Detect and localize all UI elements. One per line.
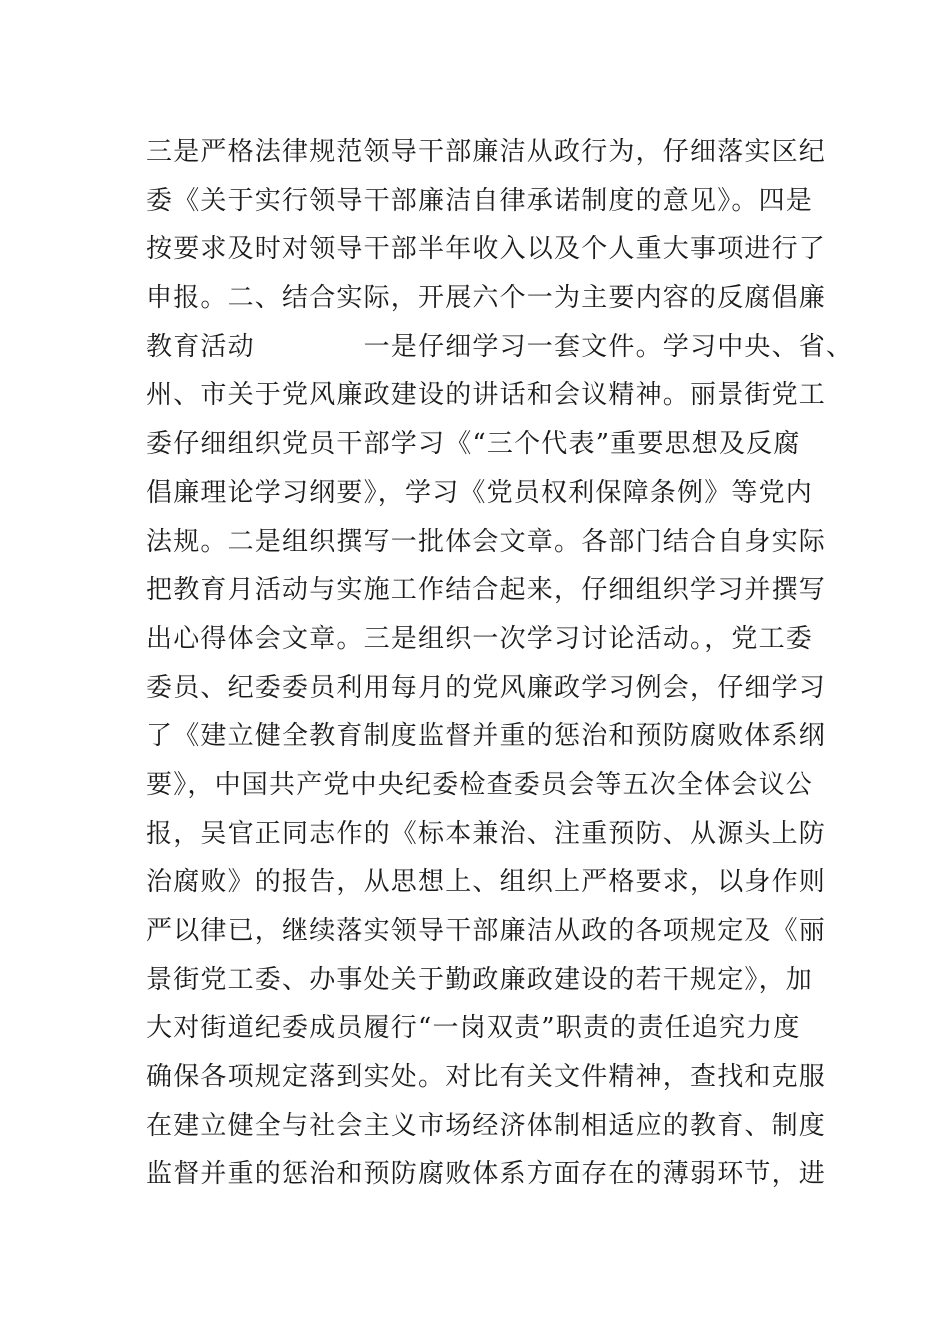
text-line: 出心得体会文章。三是组织一次学习讨论活动。，党工委 xyxy=(146,623,814,654)
text-line: 委仔细组织党员干部学习《“三个代表”重要思想及反腐 xyxy=(146,429,801,460)
text-line: 法规。二是组织撰写一批体会文章。各部门结合自身实际 xyxy=(146,526,827,557)
text-line: 监督并重的惩治和预防腐败体系方面存在的薄弱环节，进 xyxy=(146,1159,827,1190)
text-line: 州、市关于党风廉政建设的讲话和会议精神。丽景街党工 xyxy=(146,380,827,411)
text-line: 大对街道纪委成员履行“一岗双责”职责的责任追究力度 xyxy=(146,1013,801,1044)
text-line: 申报。二、结合实际，开展六个一为主要内容的反腐倡廉 xyxy=(146,283,827,314)
document-body xyxy=(146,128,854,1199)
text-line: 要》，中国共产党中央纪委检查委员会等五次全体会议公 xyxy=(146,769,814,800)
text-line: 按要求及时对领导干部半年收入以及个人重大事项进行了 xyxy=(146,234,827,265)
text-line: 严以律已，继续落实领导干部廉洁从政的各项规定及《丽 xyxy=(146,916,827,946)
text-line: 教育活动 一是仔细学习一套文件。学习中央、省、 xyxy=(146,331,854,362)
text-line: 委《关于实行领导干部廉洁自律承诺制度的意见》。四是 xyxy=(146,185,814,216)
text-line: 倡廉理论学习纲要》，学习《党员权利保障条例》等党内 xyxy=(146,477,814,508)
text-line: 在建立健全与社会主义市场经济体制相适应的教育、制度 xyxy=(146,1110,827,1141)
text-line: 把教育月活动与实施工作结合起来，仔细组织学习并撰写 xyxy=(146,575,827,606)
text-line: 三是严格法律规范领导干部廉洁从政行为，仔细落实区纪 xyxy=(146,137,827,167)
text-line: 了《建立健全教育制度监督并重的惩治和预防腐败体系纲 xyxy=(146,721,827,752)
text-line: 治腐败》的报告，从思想上、组织上严格要求，以身作则 xyxy=(146,867,827,898)
text-line: 确保各项规定落到实处。对比有关文件精神，查找和克服 xyxy=(146,1062,827,1093)
text-line: 报，吴官正同志作的《标本兼治、注重预防、从源头上防 xyxy=(146,818,827,849)
text-line: 委员、纪委委员利用每月的党风廉政学习例会，仔细学习 xyxy=(146,672,827,703)
text-line: 景街党工委、办事处关于勤政廉政建设的若干规定》，加 xyxy=(146,964,814,995)
